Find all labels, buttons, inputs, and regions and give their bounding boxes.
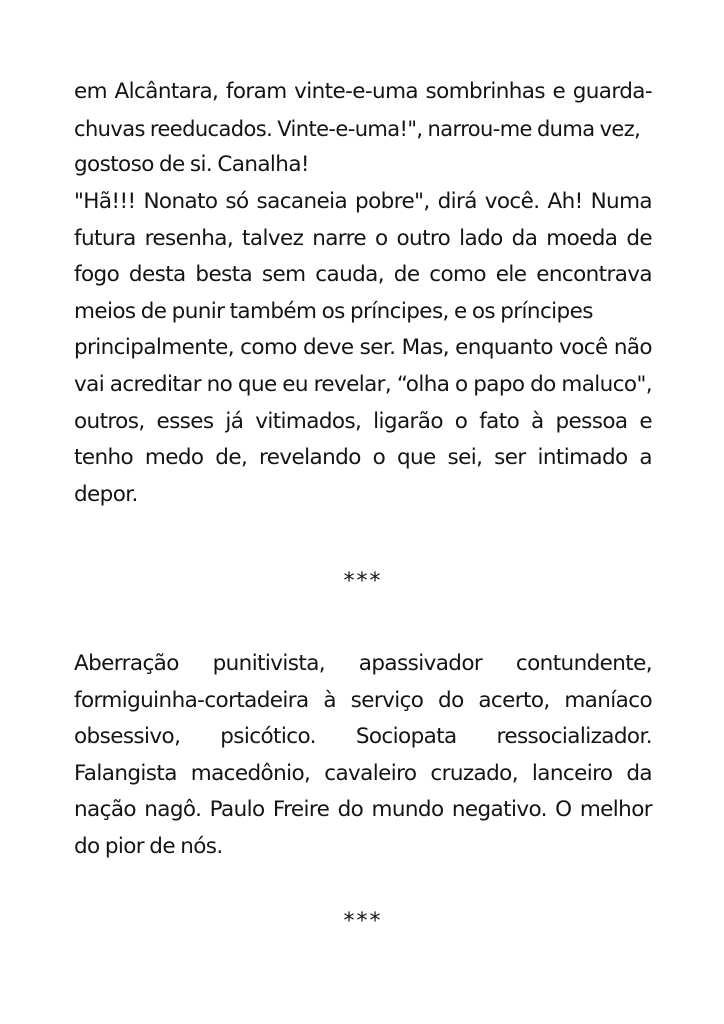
- paragraph-2-line-8: tenho medo de, revelando o que sei, ser intimado a: [74, 445, 652, 471]
- paragraph-2-line-4: meios de punir também os príncipes, e os príncipes: [74, 298, 593, 324]
- paragraph-3-line-1: Aberração punitivista, apassivador contundente,: [74, 651, 652, 676]
- paragraph-3-line-6: do pior de nós.: [74, 833, 223, 859]
- paragraph-3-line-3: obsessivo, psicótico. Sociopata ressocializador.: [74, 724, 652, 750]
- paragraph-1-line-1: em Alcântara, foram vinte-e-uma sombrinhas e guarda-: [74, 79, 652, 104]
- paragraph-2-line-9: depor.: [74, 481, 138, 507]
- paragraph-3-line-2: formiguinha-cortadeira à serviço do acerto, maníaco: [74, 687, 652, 713]
- paragraph-2-line-1: "Hã!!! Nonato só sacaneia pobre", dirá você. Ah! Numa: [74, 189, 652, 214]
- paragraph-2-line-7: outros, esses já vitimados, ligarão o fato à pessoa e: [74, 408, 652, 434]
- paragraph-2-line-5: principalmente, como deve ser. Mas, enquanto você não: [74, 335, 652, 361]
- paragraph-1-line-3: gostoso de si. Canalha!: [74, 152, 309, 178]
- paragraph-1: [74, 74, 652, 184]
- paragraph-1-line-2: chuvas reeducados. Vinte-e-uma!", narrou-me duma vez,: [74, 116, 641, 141]
- paragraph-2-line-6: vai acreditar no que eu revelar, “olha o papo do maluco",: [74, 371, 652, 397]
- paragraph-3: [74, 646, 652, 866]
- paragraph-2-line-2: futura resenha, talvez narre o outro lado da moeda de: [74, 225, 652, 251]
- paragraph-3-line-4: Falangista macedônio, cavaleiro cruzado, lanceiro da: [74, 760, 652, 786]
- section-separator-1: ***: [343, 569, 383, 594]
- paragraph-3-line-5: nação nagô. Paulo Freire do mundo negativo. O melhor: [74, 797, 652, 823]
- section-separator-2: ***: [343, 909, 383, 934]
- paragraph-2-line-3: fogo desta besta sem cauda, de como ele encontrava: [74, 262, 652, 288]
- paragraph-2: [74, 184, 652, 513]
